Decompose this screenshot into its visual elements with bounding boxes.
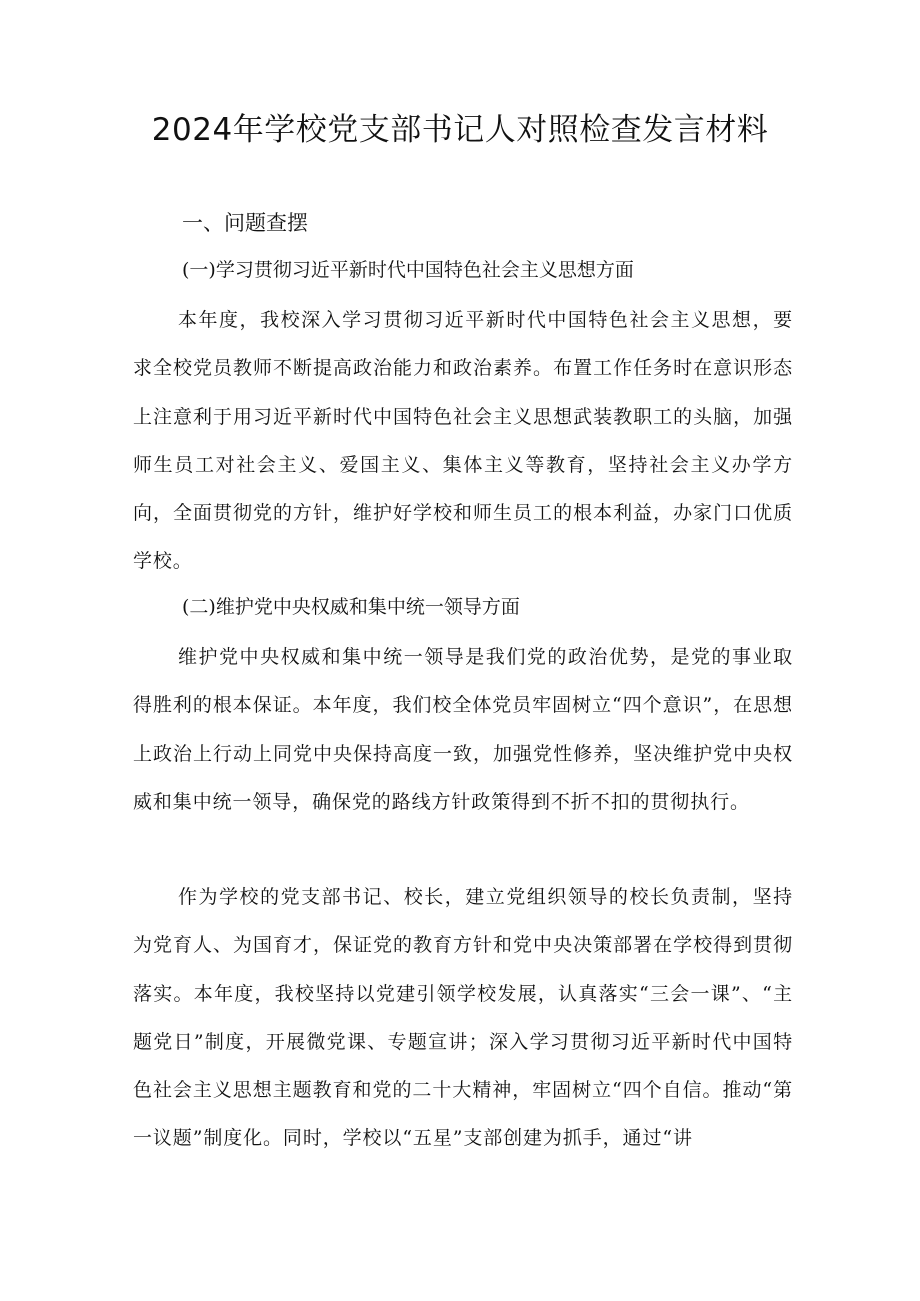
subsection-heading-1: (一)学习贯彻习近平新时代中国特色社会主义思想方面	[182, 259, 634, 281]
subsection-heading-2: (二)维护党中央权威和集中统一领导方面	[182, 596, 520, 618]
paragraph-1: 本年度，我校深入学习贯彻习近平新时代中国特色社会主义思想，要求全校党员教师不断提高政治能力和政治素养。布置工作任务时在意识形态上注意利于用习近平新时代中国特色社会主义思想武装教职工的头脑，加强师生员工对社会主义、爱国主义、集体主义等教育，坚持社会主义办学方向，全面贯彻党的方针，维护好学校和师生员工的根本利益，办家门口优质学校。	[133, 309, 793, 573]
document-title: 2024年学校党支部书记人对照检查发言材料	[151, 112, 769, 148]
paragraph-2: 维护党中央权威和集中统一领导是我们党的政治优势，是党的事业取得胜利的根本保证。本年度，我们校全体党员牢固树立“四个意识”，在思想上政治上行动上同党中央保持高度一致，加强党性修养，坚决维护党中央权威和集中统一领导，确保党的路线方针政策得到不折不扣的贯彻执行。	[133, 646, 793, 813]
section-heading: 一、问题查摆	[182, 211, 308, 235]
paragraph-3: 作为学校的党支部书记、校长，建立党组织领导的校长负责制，坚持为党育人、为国育才，保证党的教育方针和党中央决策部署在学校得到贯彻落实。本年度，我校坚持以党建引领学校发展，认真落实“三会一课”、“主题党日”制度，开展微党课、专题宣讲；深入学习贯彻习近平新时代中国特色社会主义思想主题教育和党的二十大精神，牢固树立“四个自信。推动“第一议题”制度化。同时，学校以“五星”支部创建为抓手，通过“讲	[133, 886, 793, 1150]
